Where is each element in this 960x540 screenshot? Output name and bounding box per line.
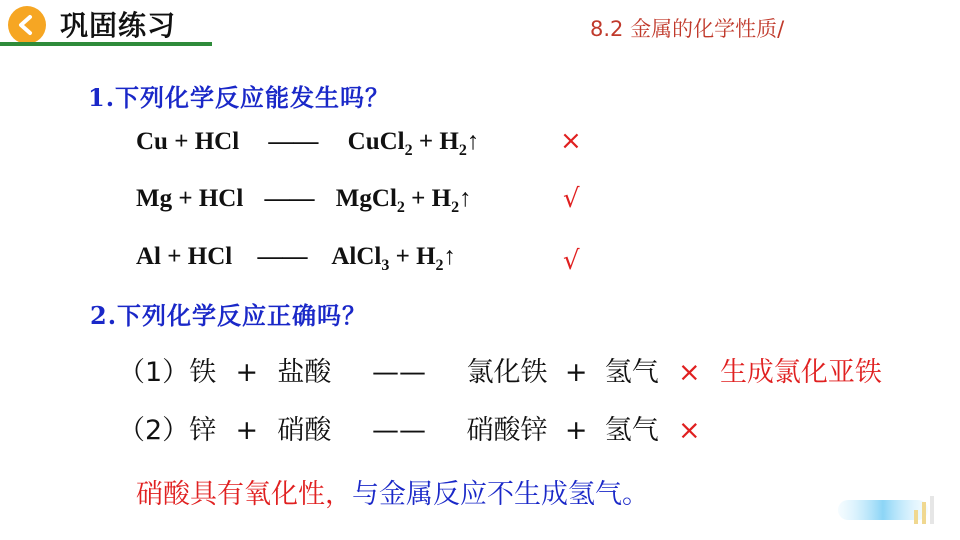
reactant-b: 盐酸: [277, 357, 332, 388]
product-d: 氢气: [604, 357, 659, 388]
back-arrow-icon[interactable]: [8, 6, 46, 44]
title-underline: [0, 42, 212, 46]
plus-sign: +: [235, 415, 259, 446]
item-number: （1）: [118, 357, 190, 388]
gas-arrow: ↑: [459, 185, 472, 212]
subscript: 2: [396, 199, 405, 216]
subscript: 2: [404, 142, 413, 159]
item-number: （2）: [118, 415, 190, 446]
equation-row: [136, 243, 456, 275]
reactant-b: 硝酸: [277, 415, 332, 446]
reaction-dash: ——: [371, 415, 426, 446]
product-c: 氯化铁: [466, 357, 548, 388]
cross-mark: ×: [678, 357, 701, 388]
subscript: 2: [458, 142, 467, 159]
reactant-a: 锌: [189, 415, 217, 446]
word-equation-row: [118, 408, 711, 447]
check-mark: √: [563, 184, 580, 214]
corner-decoration-icon: [838, 492, 948, 528]
reactants: Al + HCl: [136, 243, 233, 270]
chapter-label: 8.2 金属的化学性质/: [590, 17, 785, 41]
equation-row: [136, 128, 479, 160]
subscript: 2: [451, 199, 460, 216]
subscript: 2: [435, 257, 444, 274]
product: MgCl: [335, 185, 397, 212]
back-arrow-glyph: [8, 6, 46, 44]
cross-mark: ×: [678, 415, 701, 446]
plus-hydrogen: + H: [404, 185, 452, 212]
plus-hydrogen: + H: [389, 243, 436, 270]
product: CuCl: [347, 128, 405, 155]
question-1-title: 1.下列化学反应能发生吗？: [88, 83, 391, 112]
reactants: Mg + HCl: [136, 185, 244, 212]
gas-arrow: ↑: [443, 243, 457, 270]
reaction-dash: ——: [371, 357, 426, 388]
conclusion-part-1: 硝酸具有氧化性，: [136, 479, 352, 510]
reactant-a: 铁: [189, 357, 217, 388]
subscript: 3: [381, 257, 390, 274]
product-c: 硝酸锌: [466, 415, 548, 446]
plus-hydrogen: + H: [412, 128, 459, 155]
check-mark: √: [563, 246, 580, 276]
conclusion-text: [136, 472, 649, 511]
plus-sign: +: [235, 357, 259, 388]
correction-note: 生成氯化亚铁: [719, 357, 882, 388]
plus-sign: +: [564, 357, 588, 388]
gas-arrow: ↑: [466, 128, 480, 155]
question-2-title: 2.下列化学反应正确吗？: [90, 301, 368, 330]
word-equation-row: [118, 350, 882, 389]
reaction-dash: ——: [268, 128, 319, 155]
cross-mark: ×: [560, 126, 582, 156]
product-d: 氢气: [604, 415, 659, 446]
plus-sign: +: [564, 415, 588, 446]
conclusion-part-2: 与金属反应不生成氢气。: [352, 479, 649, 510]
reaction-dash: ——: [264, 185, 315, 212]
product: AlCl: [331, 243, 382, 270]
reactants: Cu + HCl: [136, 128, 240, 155]
equation-row: [136, 185, 472, 217]
reaction-dash: ——: [257, 243, 308, 270]
page-title: 巩固练习: [60, 9, 177, 42]
